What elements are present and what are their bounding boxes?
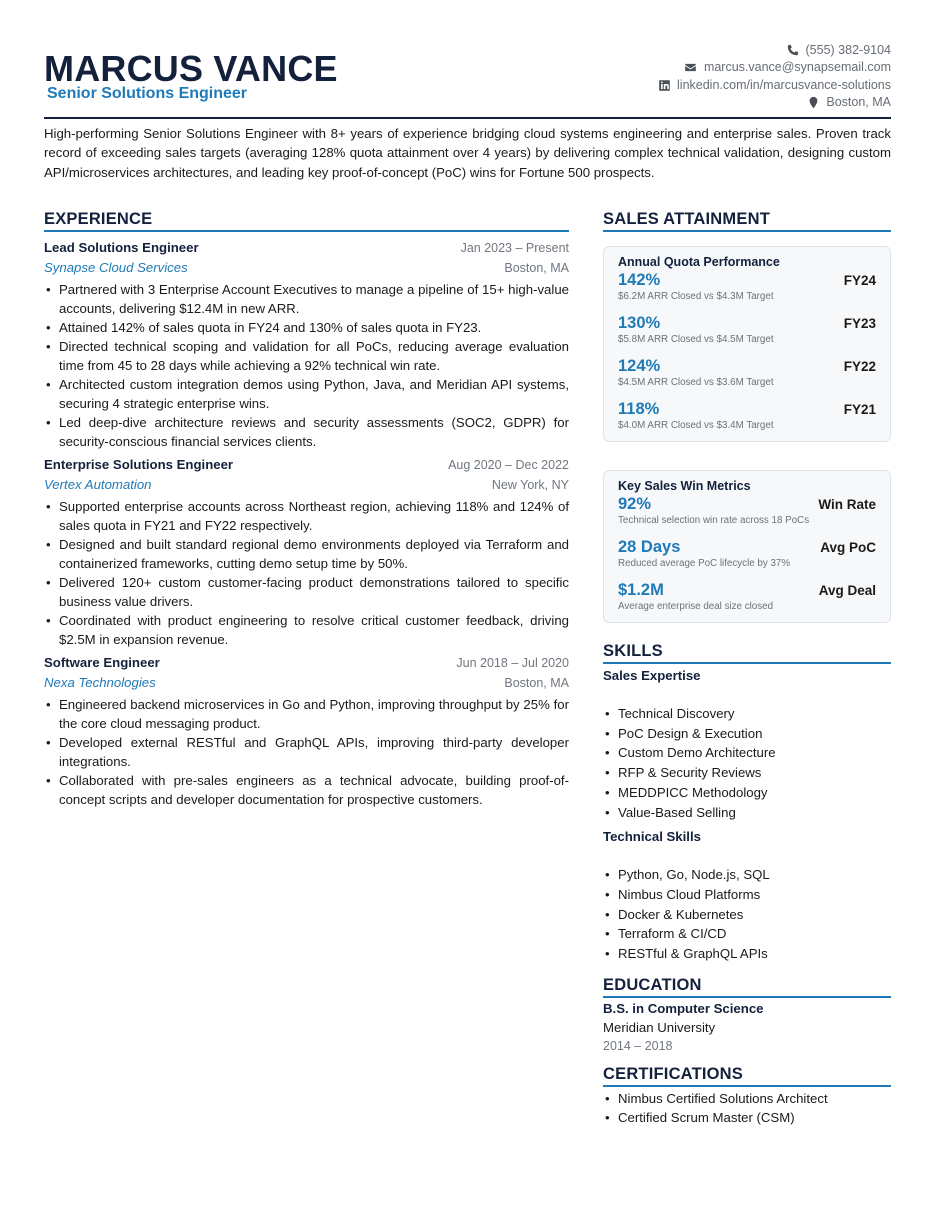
skill-item: • Value-Based Selling xyxy=(603,803,891,823)
certifications-heading: CERTIFICATIONS xyxy=(603,1064,891,1087)
job-bullet: • Attained 142% of sales quota in FY24 and 130% of sales quota in FY23. xyxy=(44,318,569,337)
resume-page xyxy=(44,0,891,1210)
candidate-title: Senior Solutions Engineer xyxy=(47,85,248,102)
contact-location xyxy=(657,94,891,111)
education-years: 2014 – 2018 xyxy=(603,1038,673,1053)
skill-item: • RFP & Security Reviews xyxy=(603,763,891,783)
skill-item: • Nimbus Cloud Platforms xyxy=(603,885,891,905)
job-bullet: • Developed external RESTful and GraphQL APIs, improving third-party developer integrations. xyxy=(44,733,569,771)
metric-label: FY24 xyxy=(843,273,876,288)
education-heading: EDUCATION xyxy=(603,975,891,998)
skill-item: • MEDDPICC Methodology xyxy=(603,783,891,803)
job-dates: Jun 2018 – Jul 2020 xyxy=(456,656,569,670)
quota-metric xyxy=(618,399,876,419)
job-company: Synapse Cloud Services xyxy=(44,260,188,275)
skill-item: • Custom Demo Architecture xyxy=(603,743,891,763)
job-title: Software Engineer xyxy=(44,655,160,670)
professional-summary: High-performing Senior Solutions Engineer with 8+ years of experience bridging cloud systems engineering and enterprise sales. Proven track record of exceeding sales targets (averaging 128% quota attainment over 4 years) by delivering complex technical validation, designing custom API/microservices architectures, and leading key proof-of-concept (PoC) wins for Fortune 500 prospects. xyxy=(44,126,891,180)
phone-icon xyxy=(786,44,800,58)
quota-card xyxy=(603,246,891,442)
win-metrics-card xyxy=(603,470,891,623)
metric-note: $4.0M ARR Closed vs $3.4M Target xyxy=(618,420,774,431)
job-title: Lead Solutions Engineer xyxy=(44,240,199,255)
skill-item: • Docker & Kubernetes xyxy=(603,905,891,925)
education-school: Meridian University xyxy=(603,1019,716,1035)
metric-value: 118% xyxy=(618,400,660,418)
job-location: Boston, MA xyxy=(504,261,569,275)
metric-value: $1.2M xyxy=(618,581,664,599)
job-bullet: • Led deep-dive architecture reviews and security assessments (SOC2, GDPR) for security-conscious financial services clients. xyxy=(44,413,569,451)
job-bullets xyxy=(44,695,569,809)
job-location: Boston, MA xyxy=(504,676,569,690)
job-company: Nexa Technologies xyxy=(44,675,156,690)
candidate-name: MARCUS VANCE xyxy=(44,48,338,89)
right-column xyxy=(603,209,891,1128)
experience-heading: EXPERIENCE xyxy=(44,209,569,232)
certification-item: • Nimbus Certified Solutions Architect xyxy=(603,1089,891,1109)
job-bullet: • Directed technical scoping and validation for all PoCs, reducing average evaluation time from 45 to 28 days while achieving a 92% technical win rate. xyxy=(44,337,569,375)
metric-value: 142% xyxy=(618,271,661,289)
contact-phone[interactable] xyxy=(657,42,891,59)
job-location: New York, NY xyxy=(491,478,569,492)
job-bullet: • Delivered 120+ custom customer-facing product demonstrations tailored to specific business value drivers. xyxy=(44,573,569,611)
skill-item: • PoC Design & Execution xyxy=(603,724,891,744)
contact-linkedin[interactable] xyxy=(657,77,891,94)
job-title: Enterprise Solutions Engineer xyxy=(44,457,234,472)
metric-label: Avg PoC xyxy=(820,540,876,555)
job-bullets xyxy=(44,280,569,451)
metric-value: 92% xyxy=(618,495,652,513)
email-icon xyxy=(684,61,698,75)
header-divider xyxy=(44,117,891,119)
metric-label: FY23 xyxy=(843,316,876,331)
win-metric xyxy=(618,494,876,514)
skill-item: • Terraform & CI/CD xyxy=(603,924,891,944)
skills-group-title: Sales Expertise xyxy=(603,668,701,683)
certifications-list xyxy=(603,1089,891,1128)
metric-value: 130% xyxy=(618,314,661,332)
skills-heading: SKILLS xyxy=(603,641,891,664)
contact-linkedin-text: linkedin.com/in/marcusvance-solutions xyxy=(677,77,891,92)
metric-note: $4.5M ARR Closed vs $3.6M Target xyxy=(618,377,774,388)
contact-location-text: Boston, MA xyxy=(826,94,891,109)
left-column xyxy=(44,209,569,809)
metric-label: FY22 xyxy=(843,359,876,374)
location-icon xyxy=(806,96,820,110)
quota-metric xyxy=(618,270,876,290)
metric-note: Reduced average PoC lifecycle by 37% xyxy=(618,558,791,569)
contact-block xyxy=(657,42,891,111)
quota-metric xyxy=(618,356,876,376)
contact-email[interactable] xyxy=(657,59,891,76)
win-metric xyxy=(618,537,876,557)
job-bullet: • Coordinated with product engineering to resolve critical customer feedback, driving $2.5M in expansion revenue. xyxy=(44,611,569,649)
job-dates: Aug 2020 – Dec 2022 xyxy=(448,458,569,472)
skills-group-title: Technical Skills xyxy=(603,829,701,845)
skill-item: • RESTful & GraphQL APIs xyxy=(603,944,891,964)
job-bullet: • Designed and built standard regional demo environments deployed via Terraform and containerized frameworks, cutting demo setup time by 50%. xyxy=(44,535,569,573)
metric-label: FY21 xyxy=(843,402,876,417)
metric-label: Avg Deal xyxy=(818,583,876,598)
job-entry xyxy=(44,238,569,451)
quota-card-title: Annual Quota Performance xyxy=(618,255,780,269)
skills-list xyxy=(603,865,891,964)
win-metric xyxy=(618,580,876,600)
job-bullet: • Supported enterprise accounts across Northeast region, achieving 118% and 124% of sales quota in FY21 and FY22 respectively. xyxy=(44,497,569,535)
job-bullet: • Architected custom integration demos using Python, Java, and Meridian API systems, securing 4 strategic enterprise wins. xyxy=(44,375,569,413)
skill-item: • Technical Discovery xyxy=(603,704,891,724)
job-entry xyxy=(44,653,569,809)
win-card-title: Key Sales Win Metrics xyxy=(618,479,751,493)
job-bullets xyxy=(44,497,569,649)
education-degree: B.S. in Computer Science xyxy=(603,1000,764,1016)
metric-note: Average enterprise deal size closed xyxy=(618,601,774,612)
sales-heading: SALES ATTAINMENT xyxy=(603,209,891,232)
metric-value: 28 Days xyxy=(618,538,681,556)
job-company: Vertex Automation xyxy=(44,477,152,492)
skill-item: • Python, Go, Node.js, SQL xyxy=(603,865,891,885)
metric-note: Technical selection win rate across 18 PoCs xyxy=(618,515,810,526)
metric-note: $5.8M ARR Closed vs $4.5M Target xyxy=(618,334,774,345)
job-entry xyxy=(44,455,569,649)
job-bullet: • Collaborated with pre-sales engineers as a technical advocate, building proof-of-concept scripts and developer documentation for prospective customers. xyxy=(44,771,569,809)
metric-note: $6.2M ARR Closed vs $4.3M Target xyxy=(618,291,774,302)
skills-list xyxy=(603,704,891,822)
contact-email-text: marcus.vance@synapsemail.com xyxy=(703,60,891,75)
linkedin-icon xyxy=(657,78,671,92)
certification-item: • Certified Scrum Master (CSM) xyxy=(603,1108,891,1128)
job-bullet: • Partnered with 3 Enterprise Account Executives to manage a pipeline of 15+ high-value accounts, delivering $12.4M in new ARR. xyxy=(44,280,569,318)
contact-phone-text: (555) 382-9104 xyxy=(805,43,891,57)
metric-value: 124% xyxy=(618,357,661,375)
job-bullet: • Engineered backend microservices in Go and Python, improving throughput by 25% for the core cloud messaging product. xyxy=(44,695,569,733)
metric-label: Win Rate xyxy=(818,497,876,512)
job-dates: Jan 2023 – Present xyxy=(460,241,569,255)
quota-metric xyxy=(618,313,876,333)
